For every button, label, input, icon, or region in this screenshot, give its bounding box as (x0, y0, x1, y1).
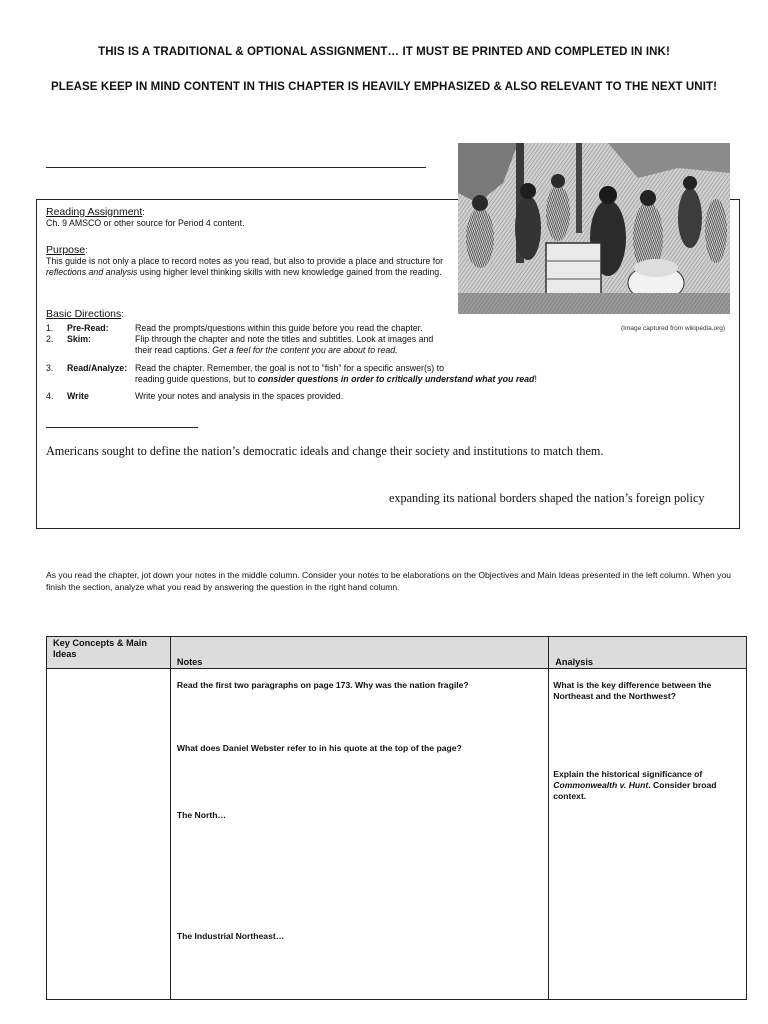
name-line (46, 167, 426, 168)
analysis-question: Explain the historical significance of Commonwealth v. Hunt. Consider broad context. (553, 769, 717, 801)
purpose-section: Purpose: This guide is not only a place to record notes as you read, but also to provide a place and structure for reflections and analysis using higher level thinking skills with new knowledge gained from the reading. (46, 245, 456, 278)
notes-question: The North… (176, 810, 227, 820)
reading-assignment-heading: Reading Assignment (46, 206, 143, 218)
theme-foreign-policy: expanding its national borders shaped the nation’s foreign policy (389, 491, 705, 505)
notes-question: The Industrial Northeast… (176, 931, 285, 941)
divider-line (46, 427, 198, 428)
instructions-text: As you read the chapter, jot down your notes in the middle column. Consider your notes to be elaborations on the Objectives and Main Ideas presented in the left column. When you finish the section, analyze what you read by answering the question in the right hand column. (46, 570, 732, 592)
table-header-row (47, 637, 747, 669)
analysis-question: What is the key difference between the Northeast and the Northwest? (553, 680, 712, 701)
reading-assignment-text: Ch. 9 AMSCO or other source for Period 4 content. (46, 218, 245, 228)
theme-democratic-ideals: Americans sought to define the nation’s democratic ideals and change their society and institutions to match them. (46, 444, 604, 458)
key-concepts-cell[interactable] (47, 669, 171, 1000)
table-row (47, 669, 747, 1000)
historical-engraving-image (458, 143, 730, 314)
notes-question: Read the first two paragraphs on page 173. Why was the nation fragile? (176, 680, 469, 690)
purpose-heading: Purpose (46, 244, 86, 256)
purpose-text: This guide is not only a place to record notes as you read, but also to provide a place and structure for reflections and analysis using higher level thinking skills with new knowledge gained from the reading. (46, 256, 444, 277)
notes-table (46, 636, 747, 1000)
image-caption: (Image captured from wikipedia.org) (621, 325, 726, 332)
basic-directions-section: Basic Directions: (46, 308, 124, 320)
header-analysis: Analysis (549, 637, 747, 669)
assignment-warning: THIS IS A TRADITIONAL & OPTIONAL ASSIGNMENT… IT MUST BE PRINTED AND COMPLETED IN INK! (98, 46, 670, 58)
header-notes: Notes (170, 637, 548, 669)
notes-question: What does Daniel Webster refer to in his quote at the top of the page? (176, 743, 462, 753)
chapter-emphasis-note: PLEASE KEEP IN MIND CONTENT IN THIS CHAPTER IS HEAVILY EMPHASIZED & ALSO RELEVANT TO THE NEXT UNIT! (50, 81, 718, 93)
header-key-concepts: Key Concepts & Main Ideas (47, 637, 171, 669)
reading-assignment-section: Reading Assignment: Ch. 9 AMSCO or other source for Period 4 content. (46, 206, 245, 228)
notes-cell[interactable] (170, 669, 548, 1000)
basic-directions-heading: Basic Directions (46, 308, 122, 320)
analysis-cell[interactable] (549, 669, 747, 1000)
